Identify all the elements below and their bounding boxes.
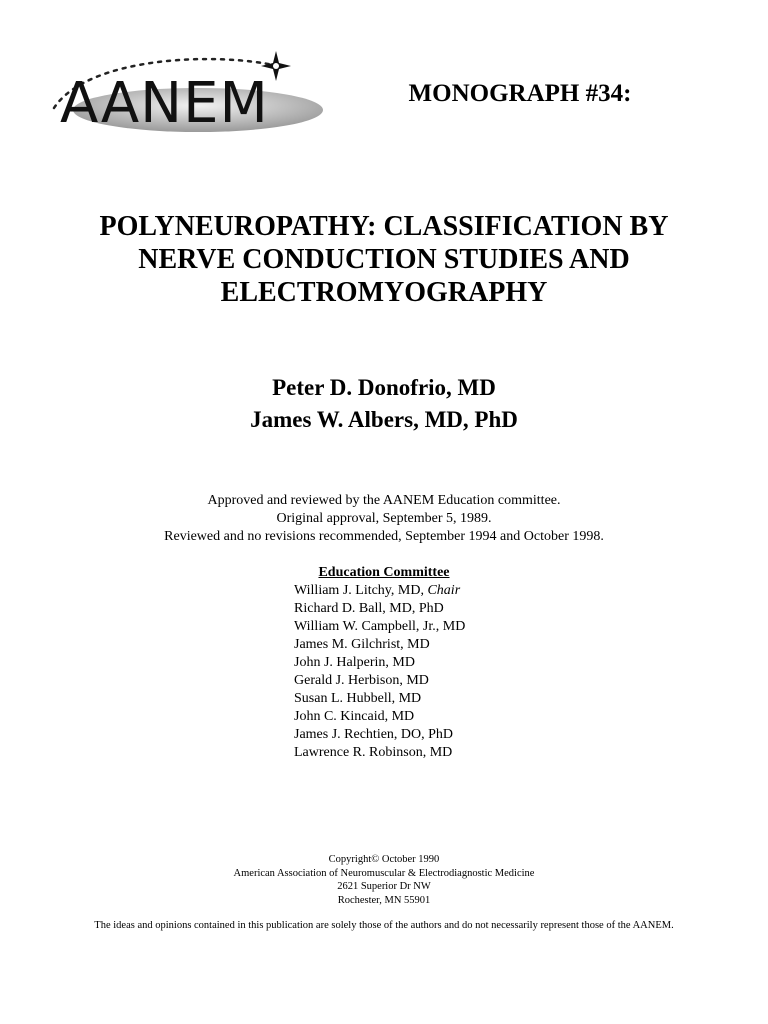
monograph-label: MONOGRAPH #34: [408,80,632,107]
publisher-address: 2621 Superior Dr NW [337,881,431,892]
approval-line: Original approval, September 5, 1989. [276,511,492,526]
publisher-name: American Association of Neuromuscular & Electrodiagnostic Medicine [233,867,535,879]
authors [0,372,768,436]
disclaimer: The ideas and opinions contained in this publication are solely those of the authors and do not necessarily represent those of the AANEM. [94,920,674,931]
committee-member: James M. Gilchrist, MD [294,637,430,652]
committee-member: Susan L. Hubbell, MD [294,691,422,706]
committee-heading: Education Committee [318,565,450,580]
title-line: ELECTROMYOGRAPHY [220,277,548,308]
committee-member: Lawrence R. Robinson, MD [294,745,453,760]
committee-member: William W. Campbell, Jr., MD [294,619,466,634]
chair-name: William J. Litchy, MD, [294,583,428,598]
title-line: POLYNEUROPATHY: CLASSIFICATION BY [99,211,669,242]
author-name: Peter D. Donofrio, MD [272,375,496,400]
committee-list [294,582,594,762]
title-line: NERVE CONDUCTION STUDIES AND [138,244,630,275]
approval-statement [0,492,768,546]
publisher-city: Rochester, MN 55901 [337,894,431,906]
aanem-logo-graphic [48,50,328,135]
chair-role: Chair [427,583,461,598]
approval-line: Approved and reviewed by the AANEM Education committee. [207,493,561,508]
copyright-line: Copyright© October 1990 [328,854,440,865]
committee-member: Richard D. Ball, MD, PhD [294,601,444,616]
committee-member: John J. Halperin, MD [294,655,415,670]
document-title [0,210,768,309]
author-name: James W. Albers, MD, PhD [250,407,518,432]
committee-member: James J. Rechtien, DO, PhD [294,727,454,742]
approval-line: Reviewed and no revisions recommended, September 1994 and October 1998. [164,529,604,544]
committee-chair [294,582,594,600]
committee-member: Gerald J. Herbison, MD [294,673,429,688]
copyright-block [0,853,768,907]
logo-wordmark: AANEM [60,71,269,135]
committee-member: John C. Kincaid, MD [294,709,415,724]
aanem-logo [48,50,328,135]
